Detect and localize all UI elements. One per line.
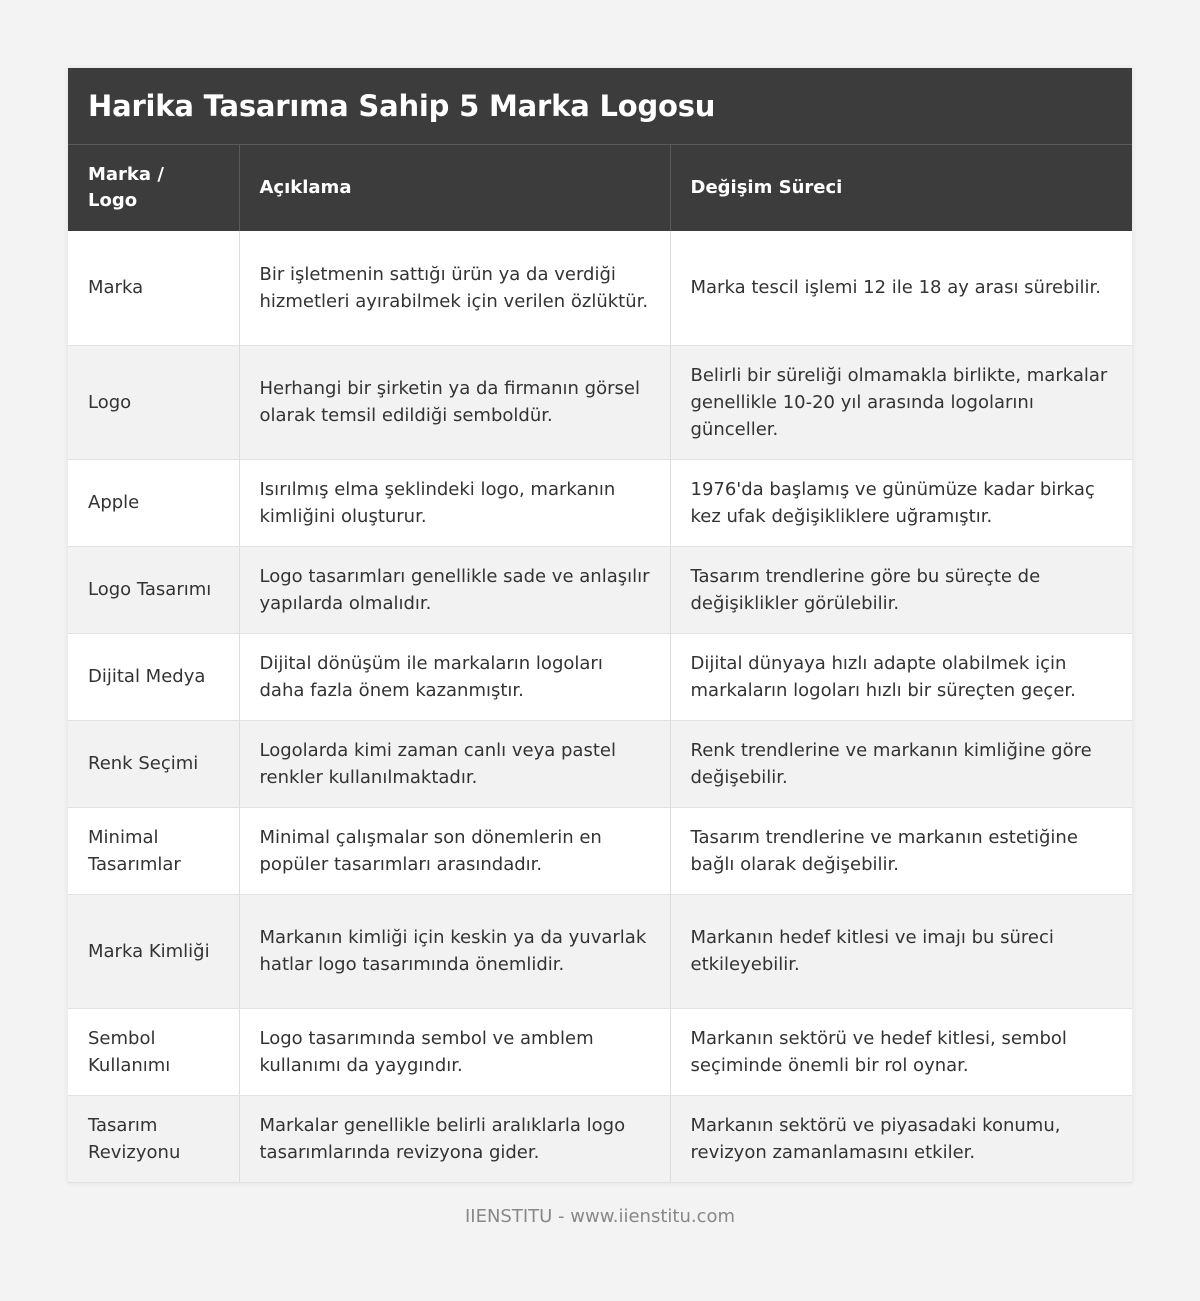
cell-brand: Marka Kimliği bbox=[68, 894, 239, 1008]
cell-brand: Marka bbox=[68, 231, 239, 345]
cell-description: Dijital dönüşüm ile markaların logoları daha fazla önem kazanmıştır. bbox=[239, 633, 670, 720]
cell-description: Isırılmış elma şeklindeki logo, markanın kimliğini oluşturur. bbox=[239, 459, 670, 546]
table-row bbox=[68, 720, 1132, 807]
table-title: Harika Tasarıma Sahip 5 Marka Logosu bbox=[68, 68, 1132, 145]
cell-change-process: Markanın hedef kitlesi ve imajı bu süreci etkileyebilir. bbox=[670, 894, 1132, 1008]
table-row bbox=[68, 807, 1132, 894]
cell-brand: Dijital Medya bbox=[68, 633, 239, 720]
cell-description: Bir işletmenin sattığı ürün ya da verdiği hizmetleri ayırabilmek için verilen özlüktür. bbox=[239, 231, 670, 345]
cell-change-process: Tasarım trendlerine ve markanın estetiğine bağlı olarak değişebilir. bbox=[670, 807, 1132, 894]
cell-change-process: Dijital dünyaya hızlı adapte olabilmek için markaların logoları hızlı bir süreçten geçer. bbox=[670, 633, 1132, 720]
table-card bbox=[68, 68, 1132, 1183]
cell-brand: Apple bbox=[68, 459, 239, 546]
cell-description: Herhangi bir şirketin ya da firmanın görsel olarak temsil edildiği semboldür. bbox=[239, 345, 670, 459]
cell-brand: Logo Tasarımı bbox=[68, 546, 239, 633]
table-row bbox=[68, 1095, 1132, 1182]
cell-change-process: Belirli bir süreliği olmamakla birlikte, markalar genellikle 10-20 yıl arasında logolarını günceller. bbox=[670, 345, 1132, 459]
logo-table bbox=[68, 145, 1132, 1183]
column-header-description: Açıklama bbox=[239, 145, 670, 231]
table-row bbox=[68, 894, 1132, 1008]
table-row bbox=[68, 546, 1132, 633]
cell-brand: Renk Seçimi bbox=[68, 720, 239, 807]
cell-change-process: Renk trendlerine ve markanın kimliğine göre değişebilir. bbox=[670, 720, 1132, 807]
cell-description: Logolarda kimi zaman canlı veya pastel renkler kullanılmaktadır. bbox=[239, 720, 670, 807]
table-row bbox=[68, 633, 1132, 720]
table-row bbox=[68, 459, 1132, 546]
cell-description: Markanın kimliği için keskin ya da yuvarlak hatlar logo tasarımında önemlidir. bbox=[239, 894, 670, 1008]
column-header-change-process: Değişim Süreci bbox=[670, 145, 1132, 231]
cell-change-process: Tasarım trendlerine göre bu süreçte de değişiklikler görülebilir. bbox=[670, 546, 1132, 633]
cell-brand: Minimal Tasarımlar bbox=[68, 807, 239, 894]
cell-description: Logo tasarımları genellikle sade ve anlaşılır yapılarda olmalıdır. bbox=[239, 546, 670, 633]
cell-description: Markalar genellikle belirli aralıklarla logo tasarımlarında revizyona gider. bbox=[239, 1095, 670, 1182]
table-row bbox=[68, 231, 1132, 345]
footer-credit: IIENSTITU - www.iienstitu.com bbox=[464, 1206, 736, 1227]
column-header-brand: Marka / Logo bbox=[68, 145, 239, 231]
cell-brand: Tasarım Revizyonu bbox=[68, 1095, 239, 1182]
cell-change-process: Markanın sektörü ve hedef kitlesi, sembol seçiminde önemli bir rol oynar. bbox=[670, 1008, 1132, 1095]
cell-description: Minimal çalışmalar son dönemlerin en popüler tasarımları arasındadır. bbox=[239, 807, 670, 894]
cell-brand: Sembol Kullanımı bbox=[68, 1008, 239, 1095]
header-row bbox=[68, 145, 1132, 231]
cell-brand: Logo bbox=[68, 345, 239, 459]
table-row bbox=[68, 1008, 1132, 1095]
table-row bbox=[68, 345, 1132, 459]
cell-change-process: Markanın sektörü ve piyasadaki konumu, revizyon zamanlamasını etkiler. bbox=[670, 1095, 1132, 1182]
cell-change-process: Marka tescil işlemi 12 ile 18 ay arası sürebilir. bbox=[670, 231, 1132, 345]
cell-change-process: 1976'da başlamış ve günümüze kadar birkaç kez ufak değişikliklere uğramıştır. bbox=[670, 459, 1132, 546]
cell-description: Logo tasarımında sembol ve amblem kullanımı da yaygındır. bbox=[239, 1008, 670, 1095]
